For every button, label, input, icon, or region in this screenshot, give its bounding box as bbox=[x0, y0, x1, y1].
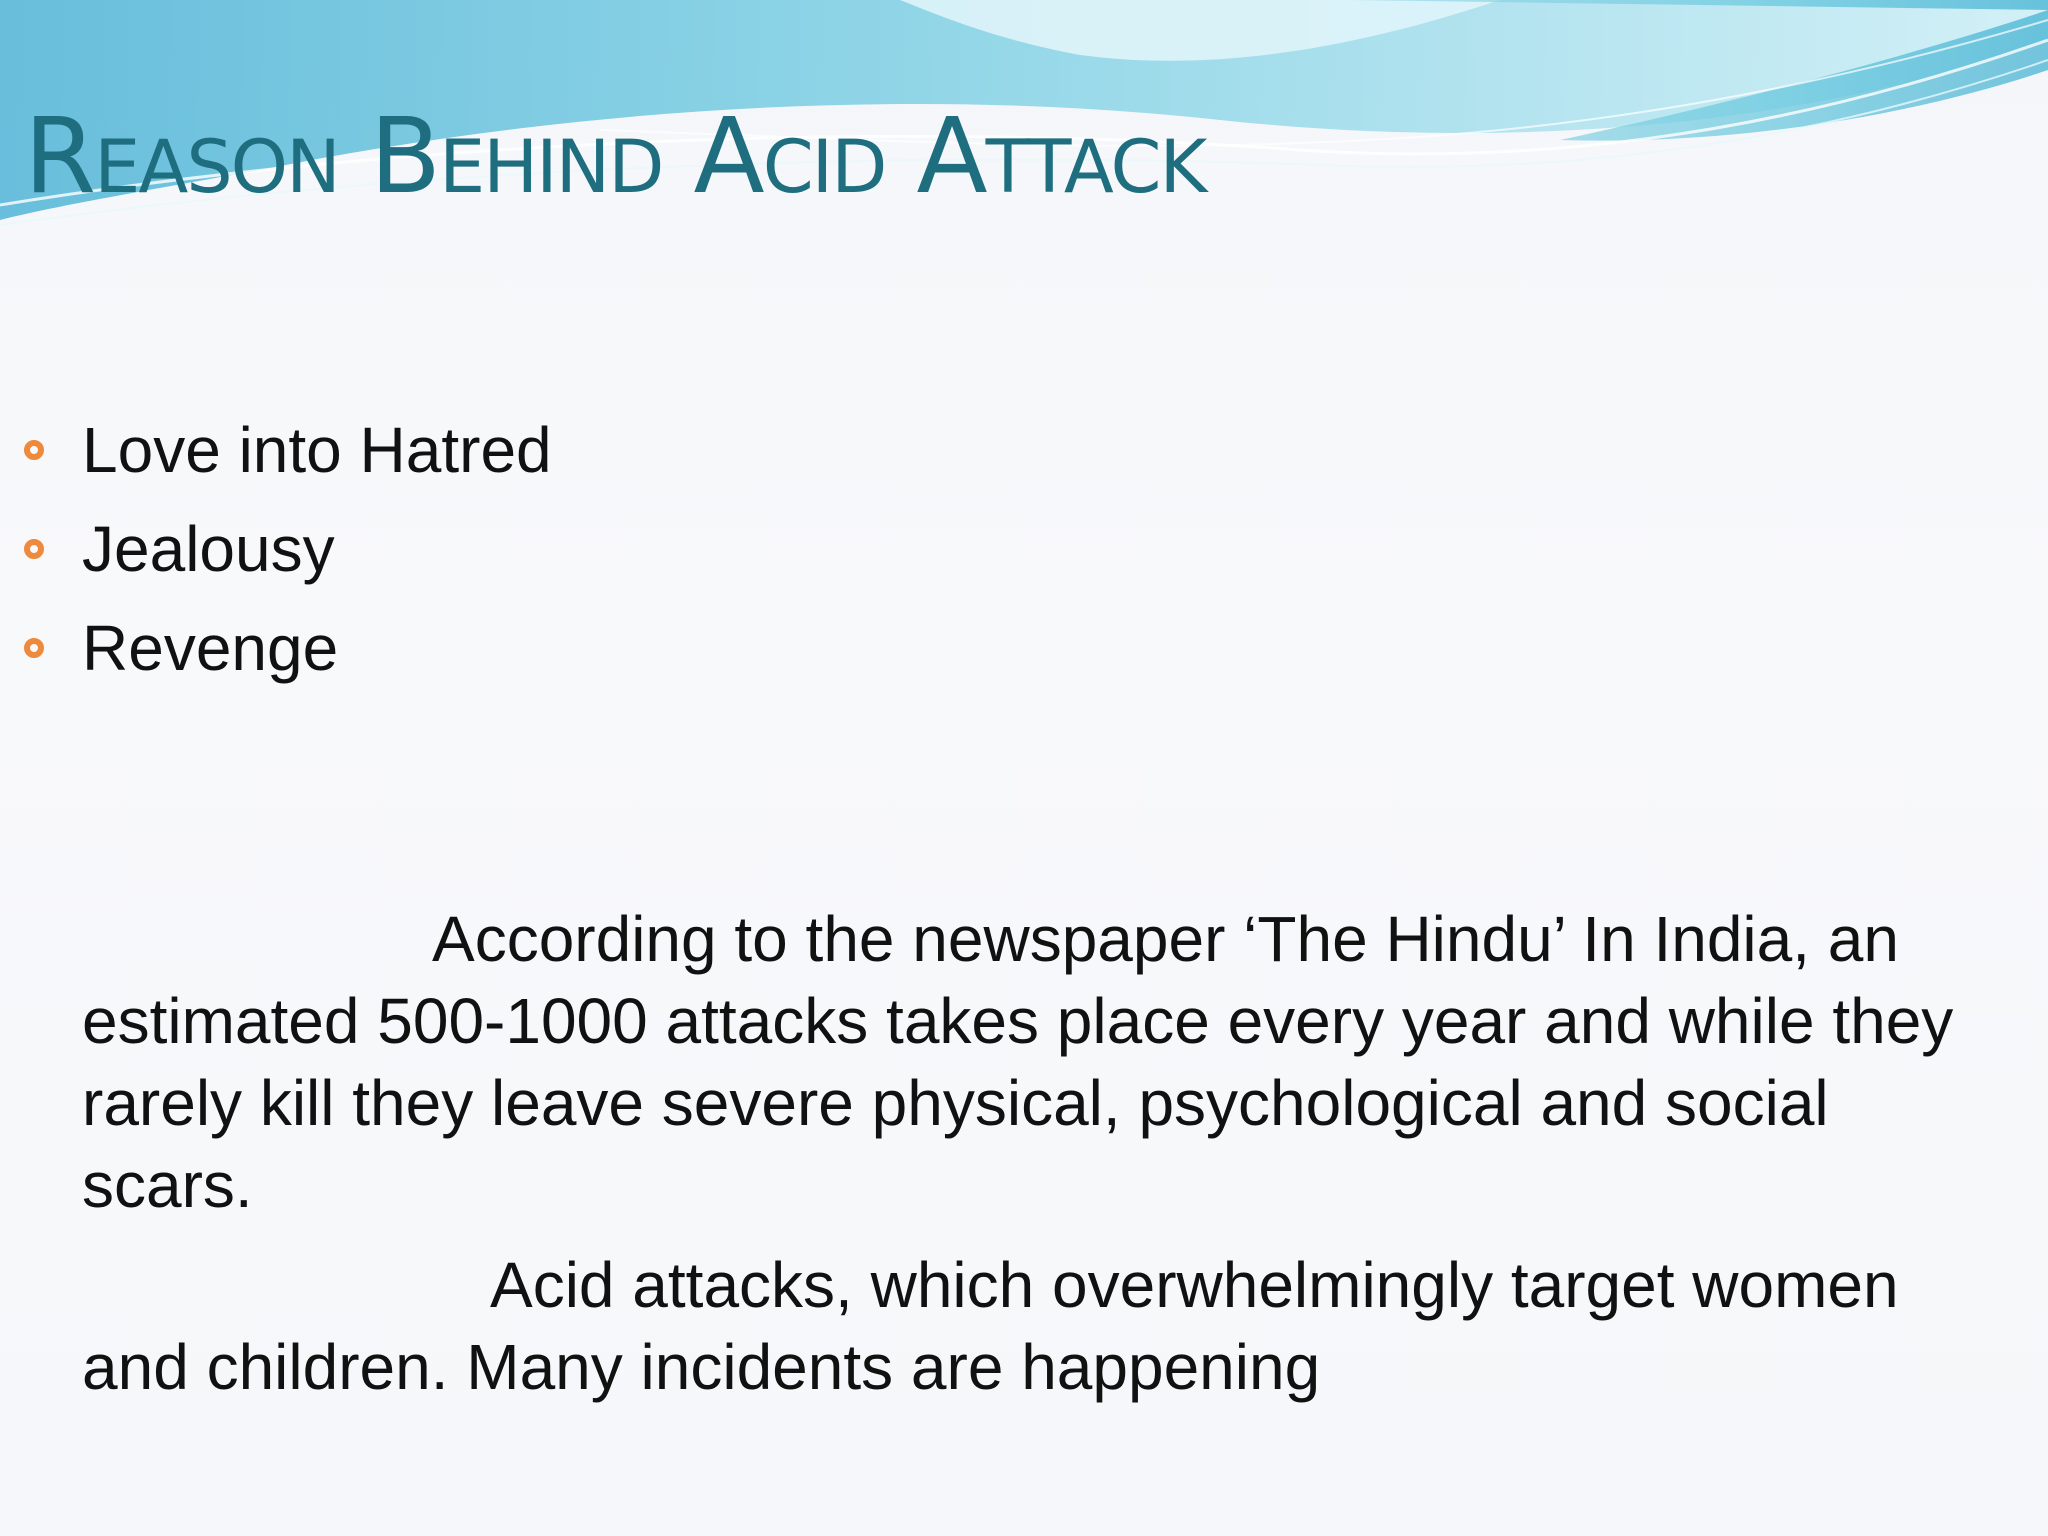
bullet-item bbox=[24, 598, 552, 697]
ring-bullet-icon bbox=[24, 539, 44, 559]
bullet-list bbox=[24, 400, 552, 697]
bullet-item bbox=[24, 499, 552, 598]
ring-bullet-icon bbox=[24, 638, 44, 658]
body-paragraph: Acid attacks, which overwhelmingly target women and children. Many incidents are happening bbox=[82, 1249, 1899, 1403]
bullet-item bbox=[24, 400, 552, 499]
bullet-text: Love into Hatred bbox=[82, 413, 552, 486]
ring-bullet-icon bbox=[24, 440, 44, 460]
bullet-text: Revenge bbox=[82, 611, 339, 684]
slide-title: Reason Behind Acid Attack bbox=[24, 95, 1206, 217]
bullet-text: Jealousy bbox=[82, 512, 335, 585]
body-paragraph: According to the newspaper ‘The Hindu’ In India, an estimated 500-1000 attacks takes place every year and while they rarely kill they leave severe physical, psychological and social scars. bbox=[82, 903, 1954, 1221]
